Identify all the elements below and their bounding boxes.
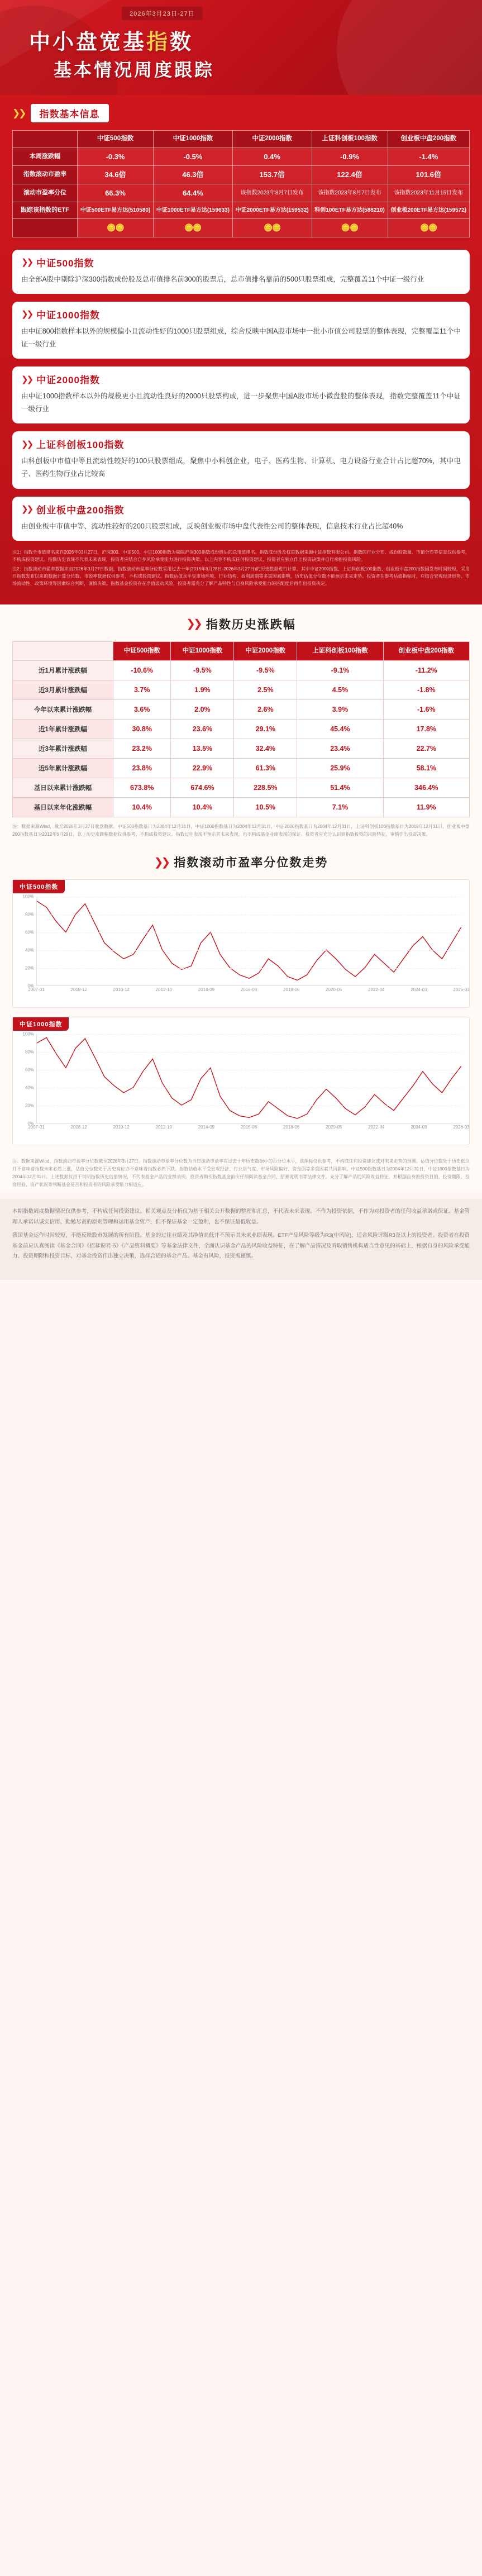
page-title-part2: 数 xyxy=(170,31,194,54)
cell-pe-csi2000: 153.7倍 xyxy=(232,166,312,184)
col-header-star100: 上证科创板100指数 xyxy=(297,641,383,661)
col-header-csi2000: 中证2000指数 xyxy=(234,641,297,661)
cell-3y-csi1000: 13.5% xyxy=(171,739,234,759)
y-axis-labels: 0% 20% 40% 60% 80% 100% xyxy=(22,1031,34,1126)
disclaimer-section xyxy=(0,1199,482,1280)
disclaimer-paragraph-2: 我国基金运作时间较短，不能反映股市发展的所有阶段。基金的过往业绩及其净值高低并不预示其未来业绩表现。ETF产品风险等级为R3(中风险)，适合风险评级R3及以上的投资者。投资者在投资基金前应认真阅读《基金合同》《招募说明书》《产品资料概要》等基金法律文件，全面认识基金产品的风险收益特征，在了解产品情况及听取销售机构适当性意见的基础上，根据自身的风险承受能力、投资期限和投资目标，对基金投资作出独立决策，选择合适的基金产品。基金有风险，投资需谨慎。 xyxy=(12,1232,470,1260)
col-header-csi1000: 中证1000指数 xyxy=(154,131,233,148)
table-row xyxy=(13,147,470,166)
basic-info-table xyxy=(12,130,470,237)
cell-pe-csi500: 34.6倍 xyxy=(78,166,154,184)
cell-pe-star100: 122.4倍 xyxy=(312,166,388,184)
card-title-text: 中证2000指数 xyxy=(36,375,100,386)
cell-ytd-csi1000: 2.0% xyxy=(171,700,234,720)
card-body-text: 由全部A股中剔除沪深300指数成份股及总市值排名前300的股票后，总市值排名靠前的500只股票组成，完整覆盖11个中证一级行业 xyxy=(21,275,424,283)
col-header-csi500: 中证500指数 xyxy=(113,641,171,661)
double-chevron-right-icon: ❯❯ xyxy=(21,439,32,449)
corner-cell xyxy=(13,131,78,148)
footnote-1: 注1：指数全市值排名来自2026年03月27日，沪深300、中证500、中证1000指数为剔除沪深300指数成份股后的总市值排名。指数成份股及权重数据来源中证指数有限公司。指数的行业分布、成份股数量、市值分布等信息仅供参考，不构成投资建议。指数历史表现不代表未来表现，投资者应结合自身风险承受能力进行投资决策。以上内容不构成任何投资建议，投资者应独立作出投资决策并自行承担投资风险。 xyxy=(12,549,470,562)
weekly-index-report-page xyxy=(0,0,482,1280)
coin-icon: 🪙🪙 xyxy=(312,219,388,237)
cell-3m-csi1000: 1.9% xyxy=(171,680,234,700)
cell-etf-chinext200: 创业板200ETF易方达(159572) xyxy=(388,202,469,219)
row-header-5y: 近5年累计涨跌幅 xyxy=(13,759,113,778)
row-header-pe-percentile: 滚动市盈率分位 xyxy=(13,184,78,202)
row-header-ytd: 今年以来累计涨跌幅 xyxy=(13,700,113,720)
card-title-text: 上证科创板100指数 xyxy=(36,440,125,451)
cell-5y-chinext200: 58.1% xyxy=(383,759,469,778)
cell-ytd-csi500: 3.6% xyxy=(113,700,171,720)
row-header-3m: 近3月累计涨跌幅 xyxy=(13,680,113,700)
cell-etf-csi1000: 中证1000ETF易方达(159633) xyxy=(154,202,233,219)
history-label: 指数历史涨跌幅 xyxy=(206,618,296,631)
cell-base-chinext200: 346.4% xyxy=(383,778,469,798)
cell-etf-star100: 科创100ETF易方达(588210) xyxy=(312,202,388,219)
page-title-part1: 中小盘宽基 xyxy=(29,31,147,54)
cell-ann-csi500: 10.4% xyxy=(113,798,171,817)
col-header-csi500: 中证500指数 xyxy=(78,131,154,148)
x-axis-labels: 2007-01 2008-12 2010-12 2012-10 2014-09 2016-08 2018-06 2020-05 2022-04 2024-03 2026-03 xyxy=(28,1125,470,1130)
chart-plot-csi500 xyxy=(16,894,470,1003)
row-header-pe: 指数滚动市盈率 xyxy=(13,166,78,184)
grid-line xyxy=(37,1034,461,1035)
coin-icon: 🪙🪙 xyxy=(78,219,154,237)
table-header-row xyxy=(13,641,470,661)
card-body-text: 由科创板中市值中等且流动性较好的100只股票组成，聚焦中小科创企业，电子、医药生物、计算机、电力设备行业合计占比超70%，其中电子、医药生物行业占比较高 xyxy=(21,457,461,478)
chart-card-csi500 xyxy=(12,879,470,1008)
table-row xyxy=(13,184,470,202)
cell-pe-csi1000: 46.3倍 xyxy=(154,166,233,184)
page-title-highlight: 指 xyxy=(146,31,170,54)
col-header-chinext200: 创业板中盘200指数 xyxy=(383,641,469,661)
basic-info-heading xyxy=(12,104,482,122)
cell-weekly-csi1000: -0.5% xyxy=(154,147,233,166)
cell-1m-csi2000: -9.5% xyxy=(234,661,297,680)
cell-weekly-chinext200: -1.4% xyxy=(388,147,469,166)
card-body-text: 由中证1000指数样本以外的规模更小且流动性良好的2000只股票构成，进一步聚焦中国A股市场小微盘股的整体表现，指数完整覆盖11个中证一级行业 xyxy=(21,392,461,413)
chart-plot-csi1000 xyxy=(16,1031,470,1140)
page-subtitle: 基本情况周度跟踪 xyxy=(54,60,215,80)
cell-weekly-csi2000: 0.4% xyxy=(232,147,312,166)
cell-1y-csi1000: 23.6% xyxy=(171,720,234,739)
double-chevron-right-icon: ❯❯ xyxy=(21,258,32,268)
cell-3y-csi2000: 32.4% xyxy=(234,739,297,759)
double-chevron-right-icon: ❯❯ xyxy=(21,504,32,515)
basic-info-label: 指数基本信息 xyxy=(31,104,109,122)
chart-card-csi1000 xyxy=(12,1017,470,1145)
cell-1m-star100: -9.1% xyxy=(297,661,383,680)
cell-weekly-csi500: -0.3% xyxy=(78,147,154,166)
table-row xyxy=(13,720,470,739)
charts-heading xyxy=(0,854,482,870)
index-card-star100 xyxy=(12,431,470,488)
grid-line xyxy=(37,968,461,969)
double-chevron-right-icon: ❯❯ xyxy=(21,374,32,384)
cell-etf-csi500: 中证500ETF易方达(510580) xyxy=(78,202,154,219)
col-header-chinext200: 创业板中盘200指数 xyxy=(388,131,469,148)
card-body-text: 由中证800指数样本以外的规模偏小且流动性好的1000只股票组成，综合反映中国A股市场中一批小市值公司股票的整体表现，完整覆盖11个中证一级行业 xyxy=(21,327,461,348)
card-title-text: 中证500指数 xyxy=(36,258,94,269)
cell-1y-csi2000: 29.1% xyxy=(234,720,297,739)
cell-1y-csi500: 30.8% xyxy=(113,720,171,739)
cell-5y-csi2000: 61.3% xyxy=(234,759,297,778)
coin-icon: 🪙🪙 xyxy=(388,219,469,237)
cell-pct-csi2000: 该指数2023年8月7日发布 xyxy=(232,184,312,202)
basic-info-section xyxy=(0,95,482,604)
series-line-csi1000 xyxy=(37,1034,461,1123)
double-chevron-right-icon: ❯❯ xyxy=(154,856,169,869)
cell-ann-csi1000: 10.4% xyxy=(171,798,234,817)
cell-ann-chinext200: 11.9% xyxy=(383,798,469,817)
charts-label: 指数滚动市盈率分位数走势 xyxy=(174,856,328,870)
row-header-1y: 近1年累计涨跌幅 xyxy=(13,720,113,739)
grid-line xyxy=(37,1052,461,1053)
history-footnote: 注：数据来源Wind，截至2026年3月27日收盘数据。中证500指数基日为2004年12月31日，中证1000指数基日为2004年12月31日，中证2000指数基日为2004年12月31日，上证科创板100指数基日为2019年12月31日，创业板中盘200指数基日为2012年6月29日。以上历史涨跌幅数据仅供参考，不构成投资建议。指数过往表现不预示其未来表现，也不构成基金业绩表现的保证。投资者应充分认识到指数投资的风险特征，审慎作出投资决策。 xyxy=(12,824,470,837)
cell-3m-csi500: 3.7% xyxy=(113,680,171,700)
table-row xyxy=(13,700,470,720)
index-card-csi2000 xyxy=(12,366,470,423)
double-chevron-right-icon: ❯❯ xyxy=(12,107,25,118)
index-description-cards xyxy=(12,250,470,541)
card-body-text: 由创业板中市值中等、流动性较好的200只股票组成，反映创业板市场中盘代表性公司的整体表现，信息技术行业占比超40% xyxy=(21,522,403,530)
index-card-csi500 xyxy=(12,250,470,294)
row-header-coins xyxy=(13,219,78,237)
history-section xyxy=(0,604,482,844)
y-axis-labels: 0% 20% 40% 60% 80% 100% xyxy=(22,894,34,989)
plot-area xyxy=(36,897,461,986)
pe-percentile-section xyxy=(0,844,482,1193)
double-chevron-right-icon: ❯❯ xyxy=(186,618,201,631)
cell-1m-chinext200: -11.2% xyxy=(383,661,469,680)
plot-area xyxy=(36,1034,461,1123)
row-header-annualized: 基日以来年化涨跌幅 xyxy=(13,798,113,817)
grid-line xyxy=(37,950,461,951)
cell-5y-csi1000: 22.9% xyxy=(171,759,234,778)
chart-label-csi1000: 中证1000指数 xyxy=(13,1017,69,1031)
cell-ann-star100: 7.1% xyxy=(297,798,383,817)
table-row xyxy=(13,798,470,817)
cell-ann-csi2000: 10.5% xyxy=(234,798,297,817)
cell-base-csi500: 673.8% xyxy=(113,778,171,798)
table-row xyxy=(13,759,470,778)
col-header-star100: 上证科创板100指数 xyxy=(312,131,388,148)
footnote-2: 注2：指数滚动市盈率数据来自2026年3月27日数据，指数滚动市盈率分位数采用过去十年(2016年3月28日-2026年3月27日)的历史数据进行计算，其中中证2000指数、上证科创板100指数、创业板中盘200指数因发布时间较短，采用自指数发布以来的数据计算分位数。市盈率数据仅供参考，不构成投资建议。指数估值水平受市场环境、行业结构、盈利周期等多重因素影响，历史估值分位数不能预示未来走势。投资者在参考估值指标时，应结合宏观经济形势、市场流动性、政策环境等因素综合判断，谨慎决策。指数基金投资存在净值波动风险，投资者需充分了解产品特性与自身风险承受能力的匹配度后再作出投资决定。 xyxy=(12,566,470,587)
card-title-row xyxy=(21,372,461,386)
row-header-3y: 近3年累计涨跌幅 xyxy=(13,739,113,759)
cell-ytd-chinext200: -1.6% xyxy=(383,700,469,720)
cell-3m-star100: 4.5% xyxy=(297,680,383,700)
table-row xyxy=(13,166,470,184)
hero-banner xyxy=(0,0,482,95)
coin-icon: 🪙🪙 xyxy=(232,219,312,237)
table-row xyxy=(13,739,470,759)
cell-base-csi1000: 674.6% xyxy=(171,778,234,798)
cell-3m-chinext200: -1.8% xyxy=(383,680,469,700)
table-row xyxy=(13,680,470,700)
card-title-text: 创业板中盘200指数 xyxy=(36,504,125,516)
index-card-csi1000 xyxy=(12,302,470,359)
history-table xyxy=(12,641,470,818)
table-row xyxy=(13,778,470,798)
cell-1y-chinext200: 17.8% xyxy=(383,720,469,739)
cell-pct-csi500: 66.3% xyxy=(78,184,154,202)
basic-info-footnotes xyxy=(12,549,470,588)
cell-3y-csi500: 23.2% xyxy=(113,739,171,759)
corner-cell xyxy=(13,641,113,661)
cell-3m-csi2000: 2.5% xyxy=(234,680,297,700)
x-axis-labels: 2007-01 2008-12 2010-12 2012-10 2014-09 2016-08 2018-06 2020-05 2022-04 2024-03 2026-03 xyxy=(28,987,470,993)
cell-pct-chinext200: 该指数2023年11月15日发布 xyxy=(388,184,469,202)
col-header-csi1000: 中证1000指数 xyxy=(171,641,234,661)
table-row-coins xyxy=(13,219,470,237)
col-header-csi2000: 中证2000指数 xyxy=(232,131,312,148)
cell-weekly-star100: -0.9% xyxy=(312,147,388,166)
row-header-since-base: 基日以来累计涨跌幅 xyxy=(13,778,113,798)
charts-footnote: 注：数据来源Wind，指数滚动市盈率分位数截至2026年3月27日。指数滚动市盈率分位数为当日滚动市盈率在过去十年历史数据中的百分位水平，该指标仅供参考，不构成任何投资建议或对未来走势的预测。估值分位数处于历史低位并不意味着指数未来必然上涨，估值分位数处于历史高位亦不意味着指数必然下跌。指数估值水平受宏观经济、行业景气度、市场风险偏好、资金面等多重因素共同影响。中证500指数基日为2004年12月31日，中证1000指数基日为2004年12月31日。上述数据仅用于说明指数历史估值情况，不代表基金产品的业绩表现。投资者购买指数基金前应仔细阅读基金合同、招募说明书等法律文件，充分了解产品的风险收益特征，并根据自身的投资目的、投资期限、投资经验、资产状况等判断基金是否和投资者的风险承受能力相适应。 xyxy=(0,1154,482,1191)
card-title-row xyxy=(21,437,461,451)
table-row xyxy=(13,661,470,680)
cell-base-csi2000: 228.5% xyxy=(234,778,297,798)
row-header-tracking-etf: 跟踪该指数的ETF xyxy=(13,202,78,219)
cell-pct-star100: 该指数2023年8月7日发布 xyxy=(312,184,388,202)
cell-base-star100: 51.4% xyxy=(297,778,383,798)
page-title xyxy=(29,25,193,55)
series-line-csi500 xyxy=(37,897,461,985)
cell-ytd-csi2000: 2.6% xyxy=(234,700,297,720)
cell-1m-csi500: -10.6% xyxy=(113,661,171,680)
cell-5y-star100: 25.9% xyxy=(297,759,383,778)
history-heading xyxy=(0,616,482,632)
coin-icon: 🪙🪙 xyxy=(154,219,233,237)
table-row xyxy=(13,202,470,219)
double-chevron-right-icon: ❯❯ xyxy=(21,309,32,320)
cell-5y-csi500: 23.8% xyxy=(113,759,171,778)
cell-3y-chinext200: 22.7% xyxy=(383,739,469,759)
cell-pe-chinext200: 101.6倍 xyxy=(388,166,469,184)
report-date-chip: 2026年3月23日-27日 xyxy=(122,7,203,20)
row-header-weekly-change: 本周涨跌幅 xyxy=(13,147,78,166)
card-title-row xyxy=(21,255,461,269)
disclaimer-paragraph-1: 本期指数周度数据情况仅供参考，不构成任何投资建议。相关观点及分析仅为基于相关公开数据的整理和汇总，不代表未来表现。不作为投资依据，不作为对投资者的任何收益承诺或保证。基金管理人承诺以诚实信用、勤勉尽责的原则管理和运用基金资产，但不保证基金一定盈利，也不保证最低收益。 xyxy=(12,1208,470,1225)
grid-line xyxy=(37,932,461,933)
card-title-text: 中证1000指数 xyxy=(36,309,100,321)
cell-1y-star100: 45.4% xyxy=(297,720,383,739)
cell-ytd-star100: 3.9% xyxy=(297,700,383,720)
cell-etf-csi2000: 中证2000ETF易方达(159532) xyxy=(232,202,312,219)
card-title-row xyxy=(21,502,461,516)
card-title-row xyxy=(21,307,461,321)
row-header-1m: 近1月累计涨跌幅 xyxy=(13,661,113,680)
chart-label-csi500: 中证500指数 xyxy=(13,880,65,893)
cell-pct-csi1000: 64.4% xyxy=(154,184,233,202)
index-card-chinext200 xyxy=(12,497,470,541)
cell-1m-csi1000: -9.5% xyxy=(171,661,234,680)
table-header-row xyxy=(13,131,470,148)
cell-3y-star100: 23.4% xyxy=(297,739,383,759)
